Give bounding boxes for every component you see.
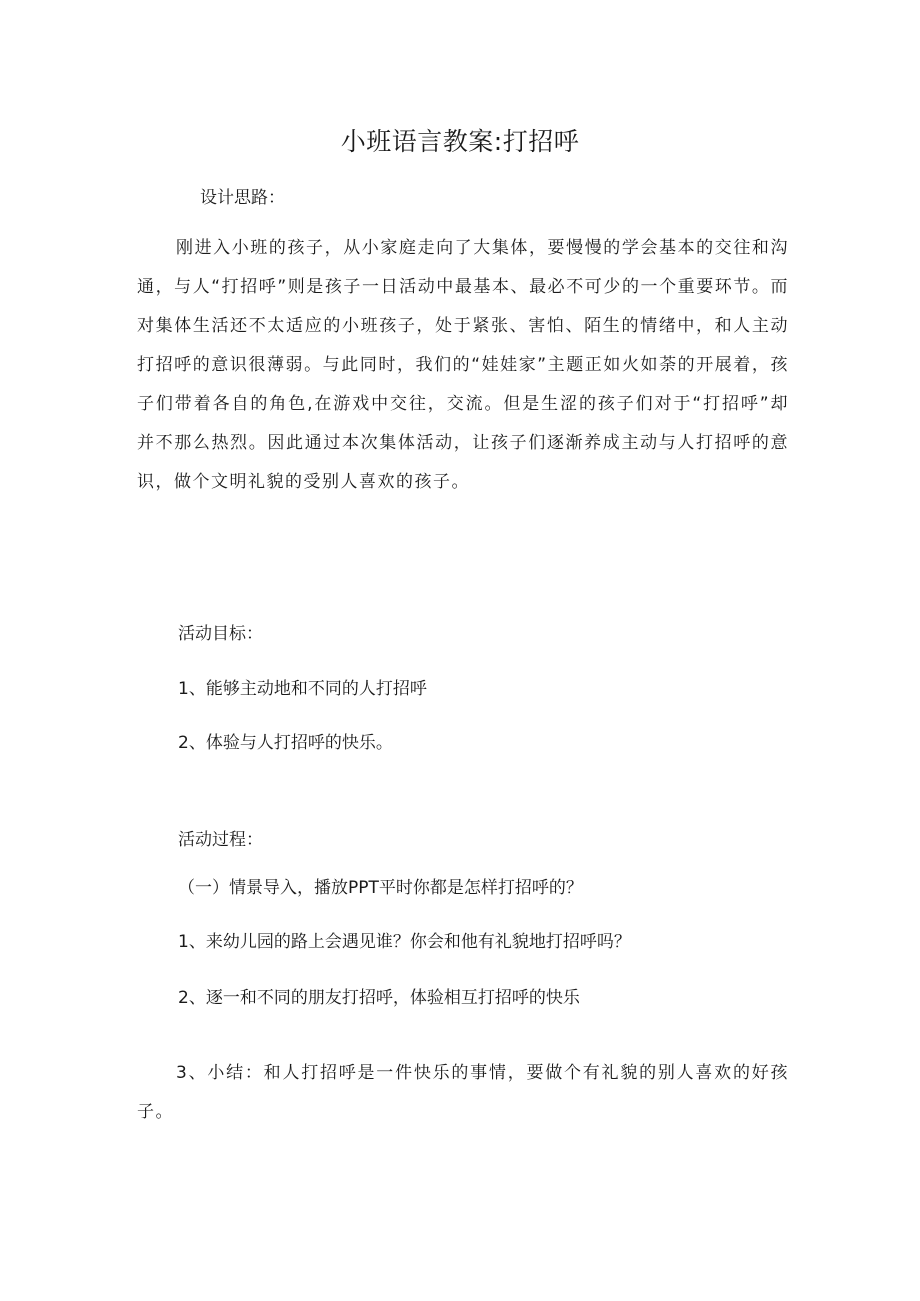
- goals-heading: 活动目标：: [178, 624, 263, 644]
- process-intro: （一）情景导入，播放PPT平时你都是怎样打招呼的？: [178, 878, 583, 898]
- design-paragraph: 刚进入小班的孩子，从小家庭走向了大集体，要慢慢的学会基本的交往和沟通，与人“打招呼”则是孩子一日活动中最基本、最必不可少的一个重要环节。而对集体生活还不太适应的小班孩子，处于紧张、害怕、陌生的情绪中，和人主动打招呼的意识很薄弱。与此同时，我们的“娃娃家”主题正如火如荼的开展着，孩子们带着各自的角色,在游戏中交往，交流。但是生涩的孩子们对于“打招呼”却并不那么热烈。因此通过本次集体活动，让孩子们逐渐养成主动与人打招呼的意识，做个文明礼貌的受别人喜欢的孩子。: [137, 238, 789, 492]
- goal-item: 2、体验与人打招呼的快乐。: [178, 733, 393, 753]
- design-heading: 设计思路：: [200, 188, 285, 208]
- process-heading: 活动过程：: [178, 830, 263, 850]
- goal-item: 1、能够主动地和不同的人打招呼: [178, 679, 427, 699]
- document-title: 小班语言教案:打招呼: [340, 127, 580, 156]
- process-step: 1、来幼儿园的路上会遇见谁？你会和他有礼貌地打招呼吗？: [178, 932, 631, 952]
- process-step: 2、逐一和不同的朋友打招呼，体验相互打招呼的快乐: [178, 988, 580, 1008]
- summary-paragraph: 3、小结：和人打招呼是一件快乐的事情，要做个有礼貌的别人喜欢的好孩子。: [137, 1063, 789, 1122]
